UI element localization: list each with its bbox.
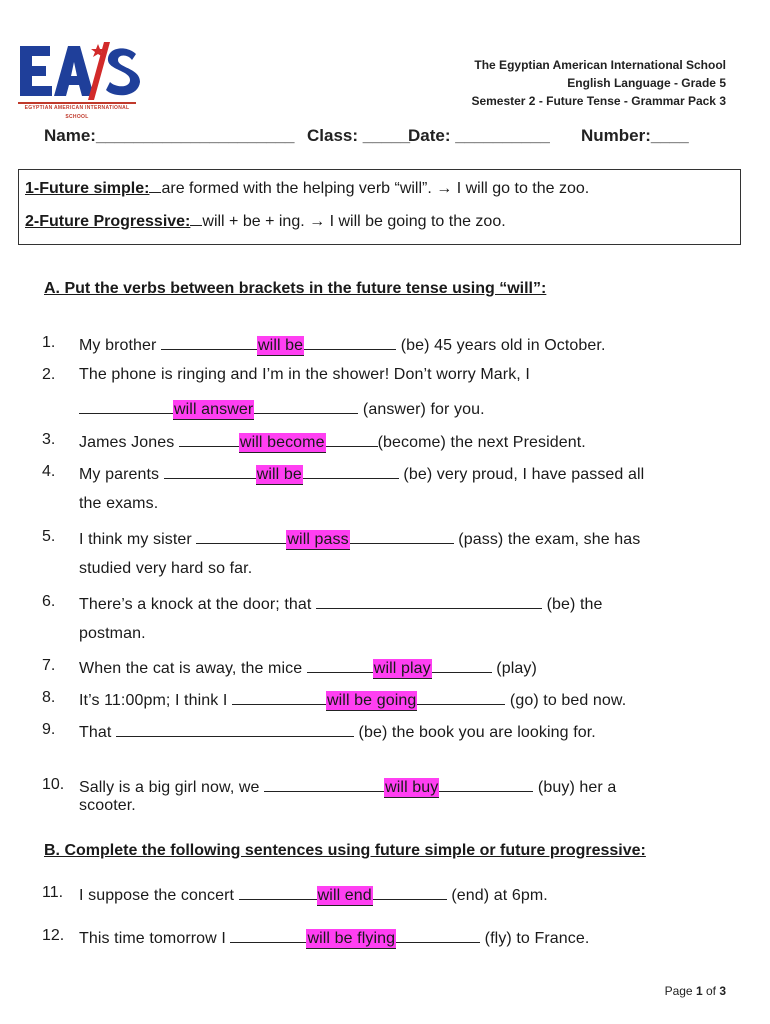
pack-title: Semester 2 - Future Tense - Grammar Pack 3 xyxy=(471,94,726,108)
question-4: My parents will be (be) very proud, I have passed all xyxy=(79,463,644,485)
answer-4[interactable]: will be xyxy=(256,466,302,483)
rule-future-simple xyxy=(25,178,589,198)
question-number: 1. xyxy=(42,334,56,351)
class-field[interactable]: Class: _____ xyxy=(307,126,411,145)
school-logo xyxy=(18,40,140,120)
answer-12[interactable]: will be flying xyxy=(307,930,396,947)
section-a-heading: A. Put the verbs between brackets in the future tense using “will”: xyxy=(44,280,547,297)
date-field[interactable]: Date: __________ xyxy=(408,126,550,145)
question-1: My brother will be (be) 45 years old in October. xyxy=(79,334,606,356)
question-9: That (be) the book you are looking for. xyxy=(79,721,596,742)
question-number: 9. xyxy=(42,721,56,738)
logo-caption: EGYPTIAN AMERICAN INTERNATIONAL SCHOOL xyxy=(18,102,136,114)
question-7: When the cat is away, the mice will play (play) xyxy=(79,657,537,679)
answer-6-blank[interactable] xyxy=(316,593,542,609)
question-number: 4. xyxy=(42,463,56,480)
rule-1-label: 1-Future simple: xyxy=(25,180,150,197)
section-b-heading: B. Complete the following sentences using future simple or future progressive: xyxy=(44,842,646,859)
rules-box xyxy=(18,169,741,245)
rule-2-text: will + be + ing. → I will be going to the zoo. xyxy=(202,213,506,230)
answer-11[interactable]: will end xyxy=(317,887,372,904)
question-5-line2: studied very hard so far. xyxy=(79,560,253,577)
answer-5[interactable]: will pass xyxy=(287,531,349,548)
question-10: Sally is a big girl now, we will buy (buy) her a xyxy=(79,776,616,798)
question-number: 10. xyxy=(42,776,65,793)
question-3: James Jones will become (become) the next President. xyxy=(79,431,586,453)
answer-3[interactable]: will become xyxy=(239,434,325,451)
question-number: 12. xyxy=(42,927,65,944)
question-8: It’s 11:00pm; I think I will be going (go) to bed now. xyxy=(79,689,626,711)
question-11: I suppose the concert will end (end) at 6pm. xyxy=(79,884,548,906)
question-number: 6. xyxy=(42,593,56,610)
question-10-line2: scooter. xyxy=(79,797,136,814)
name-field[interactable]: Name:_____________________ xyxy=(44,126,295,145)
question-5: I think my sister will pass (pass) the exam, she has xyxy=(79,528,640,550)
school-name: The Egyptian American International School xyxy=(474,58,726,72)
question-2-line2: will answer (answer) for you. xyxy=(79,398,485,420)
school-header xyxy=(471,56,726,110)
question-2-line1: The phone is ringing and I’m in the shower! Don’t worry Mark, I xyxy=(79,366,530,383)
question-number: 5. xyxy=(42,528,56,545)
question-number: 3. xyxy=(42,431,56,448)
answer-10[interactable]: will buy xyxy=(385,779,439,796)
rule-future-progressive xyxy=(25,211,506,231)
question-number: 11. xyxy=(42,884,64,901)
answer-9-blank[interactable] xyxy=(116,721,354,737)
question-6-line2: postman. xyxy=(79,625,146,642)
course-grade: English Language - Grade 5 xyxy=(567,76,726,90)
question-number: 2. xyxy=(42,366,56,383)
rule-2-label: 2-Future Progressive: xyxy=(25,213,191,230)
question-number: 7. xyxy=(42,657,56,674)
rule-1-text: are formed with the helping verb “will”. → I will go to the zoo. xyxy=(161,180,590,197)
eais-logo-graphic xyxy=(18,40,140,102)
question-4-line2: the exams. xyxy=(79,495,159,512)
question-6: There’s a knock at the door; that (be) the xyxy=(79,593,603,614)
answer-8[interactable]: will be going xyxy=(327,692,417,709)
question-12: This time tomorrow I will be flying (fly) to France. xyxy=(79,927,589,949)
question-number: 8. xyxy=(42,689,56,706)
answer-7[interactable]: will play xyxy=(373,660,431,677)
answer-2[interactable]: will answer xyxy=(174,401,254,418)
answer-1[interactable]: will be xyxy=(258,337,304,354)
number-field[interactable]: Number:____ xyxy=(581,126,689,145)
page-number: Page 1 of 3 xyxy=(664,984,726,998)
